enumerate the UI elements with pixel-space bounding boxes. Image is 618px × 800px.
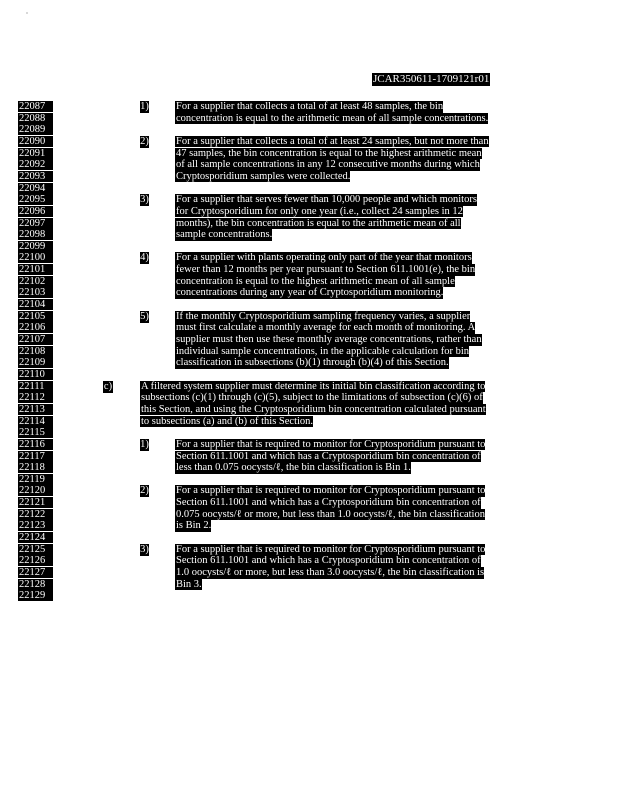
line-number: 22108 [18,346,53,357]
text-line: must first calculate a monthly average for each month of monitoring. A [176,322,476,334]
line-number: 22101 [18,264,53,275]
line-number: 22089 [18,124,53,135]
scan-speck [26,12,28,14]
list-item-marker: 3) [140,543,149,555]
line-number: 22126 [18,555,53,566]
line-number: 22119 [18,474,53,485]
list-item-marker: 1) [140,101,149,112]
list-item-marker: 3) [140,194,149,206]
line-number: 22106 [18,322,53,333]
list-item-marker: c) [103,380,113,392]
text-line: For a supplier that is required to monitor for Cryptosporidium pursuant to [176,485,486,497]
line-number: 22107 [18,334,53,345]
text-line: is Bin 2. [176,520,212,532]
line-number: 22124 [18,532,53,543]
line-number: 22122 [18,509,53,520]
text-line: Section 611.1001 and which has a Cryptosporidium bin concentration of [176,497,481,509]
line-number: 22100 [18,252,53,263]
text-line: Bin 3. [176,578,202,590]
list-item-marker: 5) [140,310,149,322]
text-line: concentration is equal to the highest arithmetic mean of all sample [176,275,455,287]
text-line: sample concentrations. [176,229,273,241]
text-line: this Section, and using the Cryptosporidium bin concentration calculated pursuant [141,403,486,415]
text-line: 47 samples, the bin concentration is equal to the highest arithmetic mean [176,147,482,159]
text-line: If the monthly Cryptosporidium sampling frequency varies, a supplier [176,310,471,322]
text-line: For a supplier with plants operating only part of the year that monitors [176,252,472,264]
list-item-marker: 4) [140,252,149,264]
line-number: 22111 [18,381,53,392]
line-number: 22096 [18,206,53,217]
text-line: months), the bin concentration is equal to the arithmetic mean of all [176,217,461,229]
text-line: concentration is equal to the arithmetic mean of all sample concentrations. [176,112,489,124]
line-number: 22115 [18,427,53,438]
line-number: 22090 [18,136,53,147]
text-line: supplier must then use these monthly average concentrations, rather than [176,334,482,345]
line-number: 22109 [18,357,53,368]
text-line: For a supplier that collects a total of at least 48 samples, the bin [176,101,444,112]
line-number: 22120 [18,485,53,496]
text-line: For a supplier that is required to monitor for Cryptosporidium pursuant to [176,438,486,450]
line-number: 22102 [18,276,53,287]
line-number: 22087 [18,101,53,112]
line-number: 22088 [18,113,53,124]
line-number: 22123 [18,520,53,531]
list-item-marker: 2) [140,135,149,147]
line-number: 22104 [18,299,53,310]
line-number: 22121 [18,497,53,508]
text-line: 1.0 oocysts/ℓ or more, but less than 3.0 oocysts/ℓ, the bin classification is [176,567,485,578]
line-number: 22129 [18,590,53,601]
line-number: 22097 [18,218,53,229]
line-number: 22091 [18,148,53,159]
line-number: 22110 [18,369,53,380]
list-item-marker: 2) [140,485,149,497]
text-line: 0.075 oocysts/ℓ or more, but less than 1.0 oocysts/ℓ, the bin classification [176,508,485,520]
line-number: 22116 [18,439,53,450]
line-number: 22127 [18,567,53,578]
text-line: A filtered system supplier must determine its initial bin classification according to [141,380,486,392]
line-number: 22114 [18,416,53,427]
text-line: fewer than 12 months per year pursuant to Section 611.1001(e), the bin [176,264,476,276]
line-number: 22092 [18,159,53,170]
text-line: concentrations during any year of Cryptosporidium monitoring. [176,287,444,299]
line-number: 22117 [18,451,53,462]
line-number: 22093 [18,171,53,182]
text-line: of all sample concentrations in any 12 consecutive months during which [176,159,480,171]
line-number: 22118 [18,462,53,473]
line-number: 22099 [18,241,53,252]
line-number: 22103 [18,287,53,298]
line-number: 22095 [18,194,53,205]
text-line: For a supplier that is required to monitor for Cryptosporidium pursuant to [176,543,486,555]
document-id-header: JCAR350611-1709121r01 [373,73,490,85]
text-line: to subsections (a) and (b) of this Section. [141,415,314,427]
text-line: Cryptosporidium samples were collected. [176,170,351,182]
text-line: individual sample concentrations, in the applicable calculation for bin [176,345,470,357]
text-line: less than 0.075 oocysts/ℓ, the bin classification is Bin 1. [176,462,411,474]
list-item-marker: 1) [140,438,149,450]
line-number: 22112 [18,392,53,403]
text-line: For a supplier that collects a total of at least 24 samples, but not more than [176,135,489,147]
line-number: 22128 [18,579,53,590]
text-line: for Cryptosporidium for only one year (i.e., collect 24 samples in 12 [176,205,463,217]
text-line: subsections (c)(1) through (c)(5), subject to the limitations of subsection (c)(6) of [141,392,483,404]
line-number: 22125 [18,544,53,555]
line-number: 22098 [18,229,53,240]
text-line: Section 611.1001 and which has a Cryptosporidium bin concentration of [176,555,481,567]
text-line: classification in subsections (b)(1) through (b)(4) of this Section. [176,357,449,369]
line-number: 22113 [18,404,53,415]
line-number: 22094 [18,183,53,194]
text-line: Section 611.1001 and which has a Cryptosporidium bin concentration of [176,450,481,462]
text-line: For a supplier that serves fewer than 10,000 people and which monitors [176,194,477,206]
line-number: 22105 [18,311,53,322]
